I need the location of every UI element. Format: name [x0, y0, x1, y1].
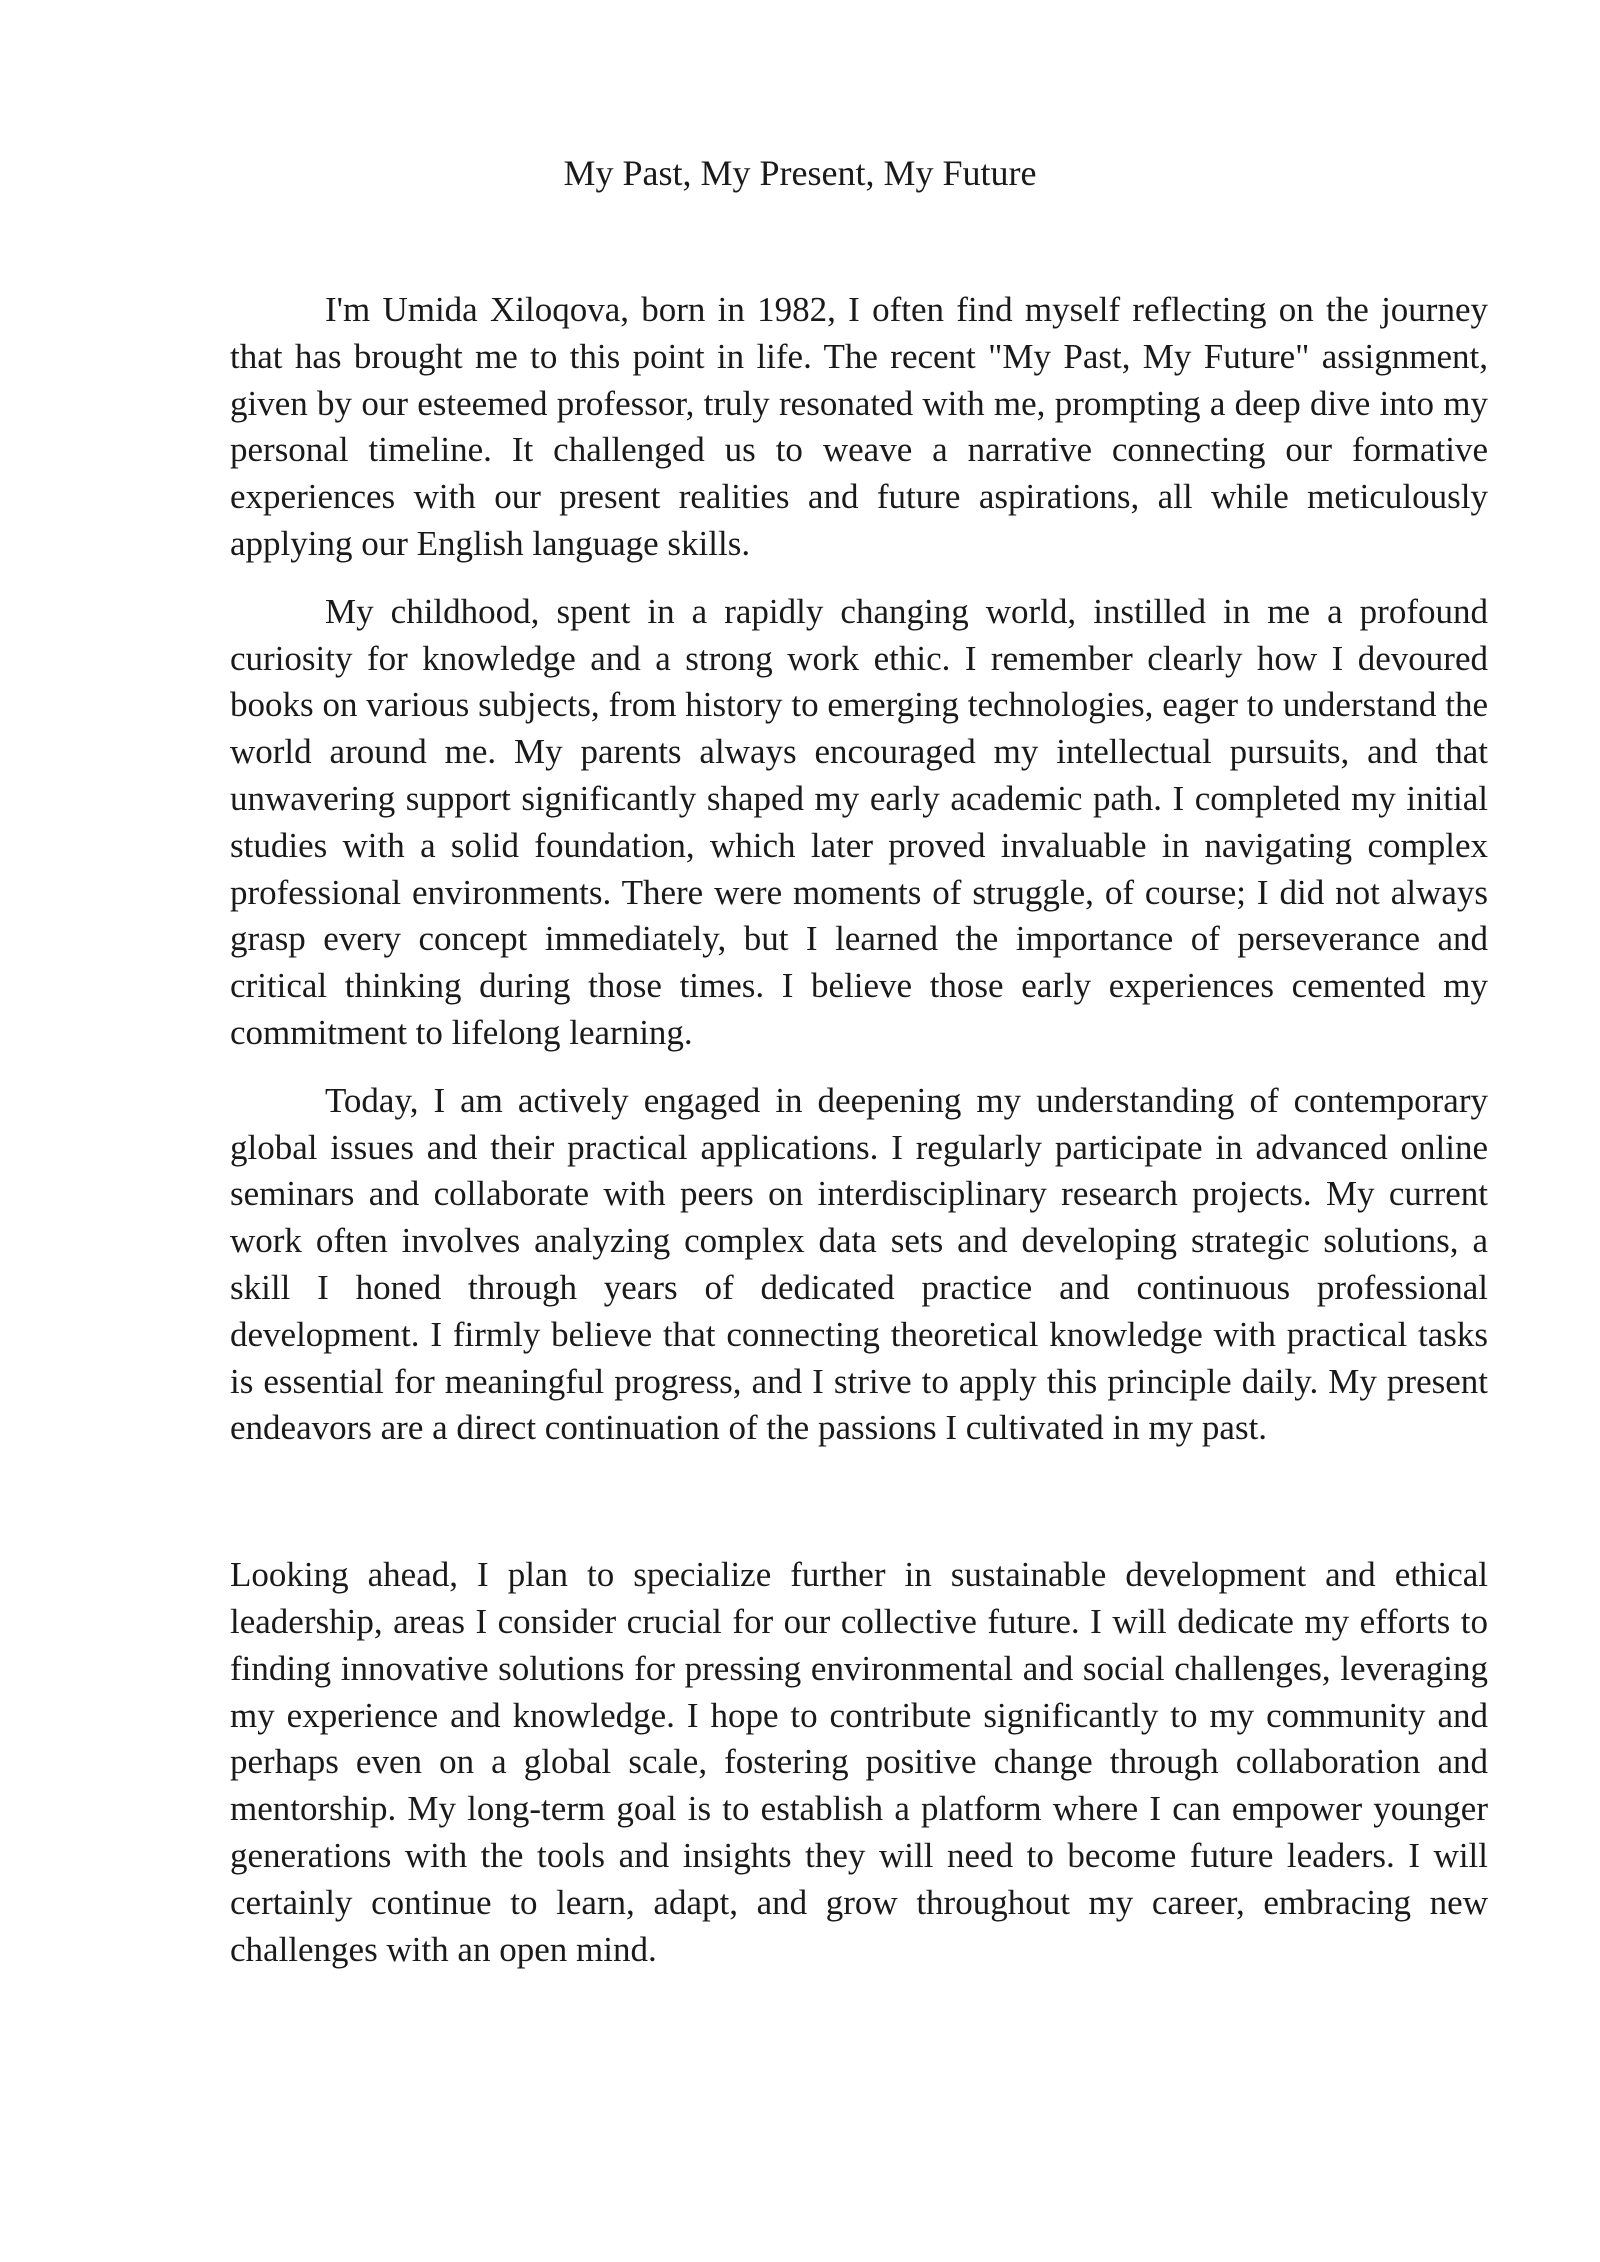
- document-body: [230, 287, 1488, 1973]
- paragraph-present: Today, I am actively engaged in deepening my understanding of contemporary global issues and their practical applications. I regularly participate in advanced online seminars and collaborate with peers on interdisciplinary research projects. My current work often involves analyzing complex data sets and developing strategic solutions, a skill I honed through years of dedicated practice and continuous professional development. I firmly believe that connecting theoretical knowledge with practical tasks is essential for meaningful progress, and I strive to apply this principle daily. My present endeavors are a direct continuation of the passions I cultivated in my past.: [230, 1080, 1488, 1448]
- paragraph-past-intro: I'm Umida Xiloqova, born in 1982, I often find myself reflecting on the journey that has brought me to this point in life. The recent "My Past, My Future" assignment, given by our esteemed professor, truly resonated with me, prompting a deep dive into my personal timeline. It challenged us to weave a narrative connecting our formative experiences with our present realities and future aspirations, all while meticulously applying our English language skills.: [230, 290, 1488, 563]
- paragraph-future: Looking ahead, I plan to specialize further in sustainable development and ethical leadership, areas I consider crucial for our collective future. I will dedicate my efforts to finding innovative solutions for pressing environmental and social challenges, leveraging my experience and knowledge. I hope to contribute significantly to my community and perhaps even on a global scale, fostering positive change through collaboration and mentorship. My long-term goal is to establish a platform where I can empower younger generations with the tools and insights they will need to become future leaders. I will certainly continue to learn, adapt, and grow throughout my career, embracing new challenges with an open mind.: [230, 1555, 1488, 1969]
- document-title: My Past, My Present, My Future: [563, 153, 1037, 193]
- paragraph-childhood: My childhood, spent in a rapidly changing world, instilled in me a profound curiosity for knowledge and a strong work ethic. I remember clearly how I devoured books on various subjects, from history to emerging technologies, eager to understand the world around me. My parents always encouraged my intellectual pursuits, and that unwavering support significantly shaped my early academic path. I completed my initial studies with a solid foundation, which later proved invaluable in navigating complex professional environments. There were moments of struggle, of course; I did not always grasp every concept immediately, but I learned the importance of perseverance and critical thinking during those times. I believe those early experiences cemented my commitment to lifelong learning.: [230, 591, 1488, 1052]
